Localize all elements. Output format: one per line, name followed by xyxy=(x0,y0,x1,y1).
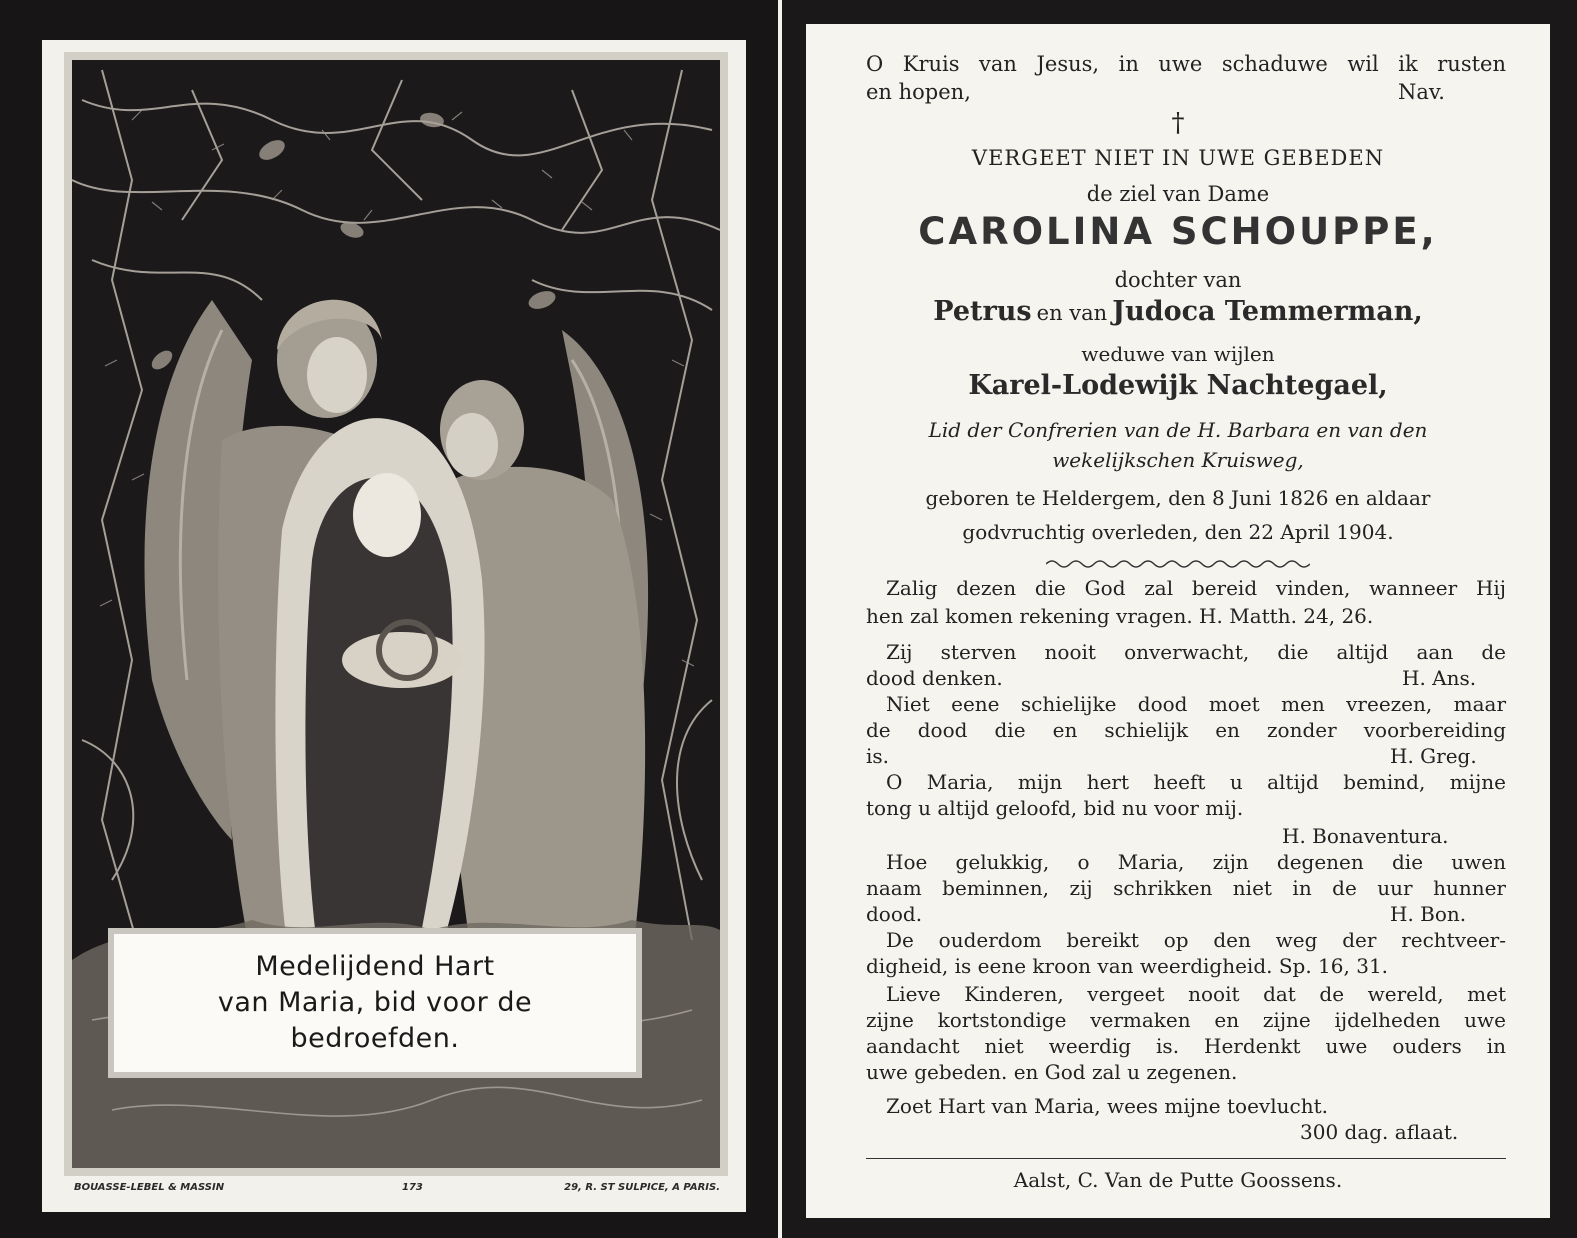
verse-3-line-2: de dood die en schielijk en zonder voorbereiding xyxy=(866,718,1506,742)
caption-box xyxy=(108,928,642,1078)
cross-symbol: † xyxy=(1171,108,1185,138)
memorial-card-back xyxy=(782,0,1577,1238)
imprint-number: 173 xyxy=(402,1182,423,1193)
verse-3-attribution: H. Greg. xyxy=(1390,744,1477,768)
father-name: Petrus xyxy=(933,296,1032,327)
verse-1-line-1: Zalig dezen die God zal bereid vinden, wanneer Hij xyxy=(886,576,1506,600)
verse-2-attribution: H. Ans. xyxy=(1402,666,1477,690)
epigraph-attribution: Nav. xyxy=(1398,80,1445,104)
printer-line: Aalst, C. Van de Putte Goossens. xyxy=(1013,1168,1343,1192)
parents-conjunction: en van xyxy=(1036,301,1108,325)
verse-1-line-2: hen zal komen rekening vragen. H. Matth. 24, 26. xyxy=(866,604,1374,628)
verse-4-line-2: tong u altijd geloofd, bid nu voor mij. xyxy=(866,796,1244,820)
caption-line-3: bedroefden. xyxy=(290,1023,460,1054)
prayer-line: Zoet Hart van Maria, wees mijne toevlucht. xyxy=(886,1094,1328,1118)
footer-rule xyxy=(866,1158,1506,1159)
card-front-inner xyxy=(42,40,746,1212)
verse-5-line-2: naam beminnen, zij schrikken niet in de uur hunner xyxy=(866,876,1506,900)
soul-of-line: de ziel van Dame xyxy=(1086,182,1270,206)
verse-4-line-1: O Maria, mijn hert heeft u altijd bemind, mijne xyxy=(886,770,1506,794)
heading: VERGEET NIET IN UWE GEBEDEN xyxy=(971,146,1385,170)
verse-2-line-2: dood denken. xyxy=(866,666,1003,690)
verse-5-attribution: H. Bon. xyxy=(1390,902,1467,926)
daughter-of-line: dochter van xyxy=(1114,268,1242,292)
verse-2-line-1: Zij sterven nooit onverwacht, die altijd aan de xyxy=(886,640,1506,664)
verse-7-line-2: zijne kortstondige vermaken en zijne ijdelheden uwe xyxy=(866,1008,1506,1032)
verse-5-line-1: Hoe gelukkig, o Maria, zijn degenen die uwen xyxy=(886,850,1506,874)
epigraph-line-1: O Kruis van Jesus, in uwe schaduwe wil ik rusten xyxy=(866,52,1506,76)
caption-line-2: van Maria, bid voor de xyxy=(217,987,533,1018)
membership-line-1: Lid der Confrerien van de H. Barbara en van den xyxy=(928,418,1428,442)
verse-7-line-3: aandacht niet weerdig is. Herdenkt uwe ouders in xyxy=(866,1034,1506,1058)
verse-3-line-3: is. xyxy=(866,744,890,768)
imprint-address: 29, R. ST SULPICE, A PARIS. xyxy=(564,1182,720,1193)
epigraph-line-2: en hopen, xyxy=(866,80,971,104)
verse-6-line-1: De ouderdom bereikt op den weg der rechtveer- xyxy=(886,928,1506,952)
birth-line: geboren te Heldergem, den 8 Juni 1826 en aldaar xyxy=(925,486,1431,510)
widow-of-line: weduwe van wijlen xyxy=(1081,342,1275,366)
memorial-card-front xyxy=(0,0,778,1238)
card-back-inner xyxy=(806,24,1550,1218)
mother-name: Judoca Temmerman, xyxy=(1112,296,1423,327)
publisher-imprint xyxy=(72,1182,722,1200)
caption-line-1: Medelijdend Hart xyxy=(255,951,495,982)
parents-line xyxy=(806,296,1550,327)
verse-7-line-1: Lieve Kinderen, vergeet nooit dat de wereld, met xyxy=(886,982,1506,1006)
verse-5-line-3: dood. xyxy=(866,902,923,926)
verse-6-line-2: digheid, is eene kroon van weerdigheid. Sp. 16, 31. xyxy=(866,954,1389,978)
indulgence-line: 300 dag. aflaat. xyxy=(1300,1120,1459,1144)
verse-7-line-4: uwe gebeden. en God zal u zegenen. xyxy=(866,1060,1238,1084)
husband-name: Karel-Lodewijk Nachtegael, xyxy=(968,370,1388,401)
caption-text xyxy=(114,934,636,1072)
imprint-publisher: BOUASSE-LEBEL & MASSIN xyxy=(74,1182,225,1193)
wavy-divider xyxy=(1046,558,1310,570)
verse-3-line-1: Niet eene schielijke dood moet men vreezen, maar xyxy=(886,692,1506,716)
verse-4-attribution: H. Bonaventura. xyxy=(1282,824,1449,848)
deceased-name: CAROLINA SCHOUPPE, xyxy=(918,210,1438,253)
death-line: godvruchtig overleden, den 22 April 1904. xyxy=(962,520,1394,544)
membership-line-2: wekelijkschen Kruisweg, xyxy=(1052,448,1304,472)
